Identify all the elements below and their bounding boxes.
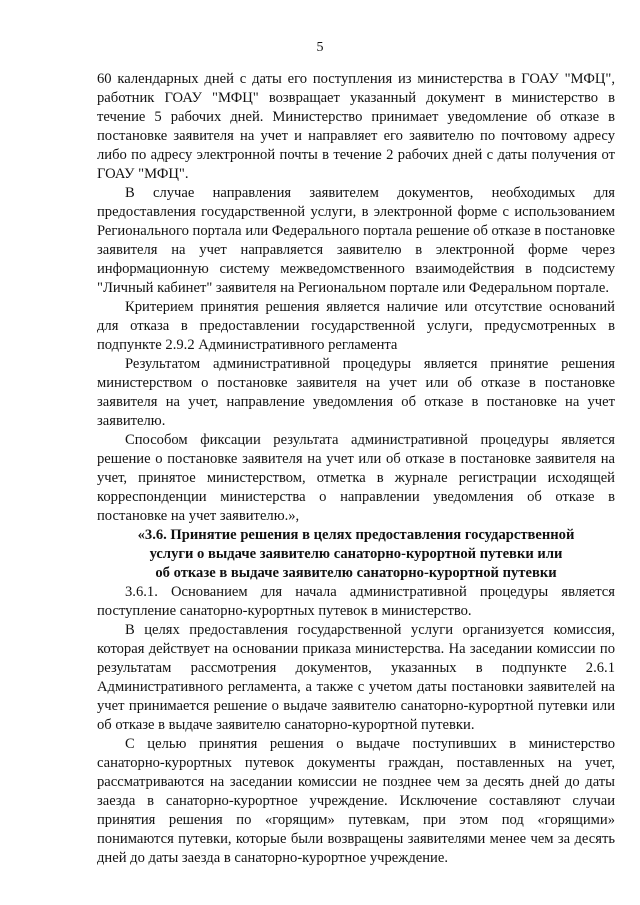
paragraph-review-deadline: С целью принятия решения о выдаче поступивших в министерство санаторно-курортных путевок документы граждан, поставленных на учет, рассматриваются на заседании комиссии не позднее чем за десять дней до даты заезда в санаторно-курортное учреждение. Исключение составляют случаи принятия решения по «горящим» путевкам, при этом под «горящими» понимаются путевки, которые были возвращены заявителями менее чем за десять дней до даты заезда в санаторно-курортное учреждение. — [97, 736, 615, 866]
section-heading-line-3: об отказе в выдаче заявителю санаторно-курортной путевки — [155, 565, 557, 581]
section-heading-line-2: услуги о выдаче заявителю санаторно-курортной путевки или — [149, 546, 563, 562]
paragraph-procedure-basis: 3.6.1. Основанием для начала административной процедуры является поступление санаторно-курортных путевок в министерство. — [97, 584, 615, 619]
section-heading — [97, 526, 615, 583]
document-body — [97, 70, 615, 868]
paragraph-electronic-submission: В случае направления заявителем документов, необходимых для предоставления государственной услуги, в электронной форме с использованием Регионального портала или Федерального портала решение об отказе в постановке заявителя на учет направляется заявителю в электронной форме через информационную систему межведомственного взаимодействия в подсистему "Личный кабинет" заявителя на Региональном портале или Федеральном портале. — [97, 185, 615, 296]
paragraph-mfc-return: 60 календарных дней с даты его поступления из министерства в ГОАУ "МФЦ", работник ГОАУ "МФЦ" возвращает указанный документ в министерство в течение 5 рабочих дней. Министерство принимает уведомление об отказе в постановке заявителя на учет и направляет его заявителю по почтовому адресу либо по адресу электронной почты в течение 2 рабочих дней с даты получения от ГОАУ "МФЦ". — [97, 71, 615, 182]
paragraph-commission: В целях предоставления государственной услуги организуется комиссия, которая действует на основании приказа министерства. На заседании комиссии по результатам рассмотрения документов, указанных в подпункте 2.6.1 Административного регламента, а также с учетом даты постановки заявителей на учет принимается решение о выдаче заявителю санаторно-курортной путевки или об отказе в выдаче заявителю санаторно-курортной путевки. — [97, 622, 615, 733]
paragraph-procedure-result: Результатом административной процедуры является принятие решения министерством о постановке заявителя на учет или об отказе в постановке заявителя на учет, направление уведомления об отказе в постановке на учет заявителю. — [97, 356, 615, 429]
page-number: 5 — [316, 40, 324, 55]
paragraph-result-fixation: Способом фиксации результата административной процедуры является решение о постановке заявителя на учет или об отказе в постановке заявителя на учет, принятое министерством, отметка в журнале регистрации исходящей корреспонденции министерства о направлении уведомления об отказе в постановке на учет заявителю.», — [97, 432, 615, 524]
paragraph-decision-criterion: Критерием принятия решения является наличие или отсутствие оснований для отказа в предоставлении государственной услуги, предусмотренных в подпункте 2.9.2 Административного регламента — [97, 299, 615, 353]
section-heading-line-1: «3.6. Принятие решения в целях предоставления государственной — [137, 527, 575, 543]
